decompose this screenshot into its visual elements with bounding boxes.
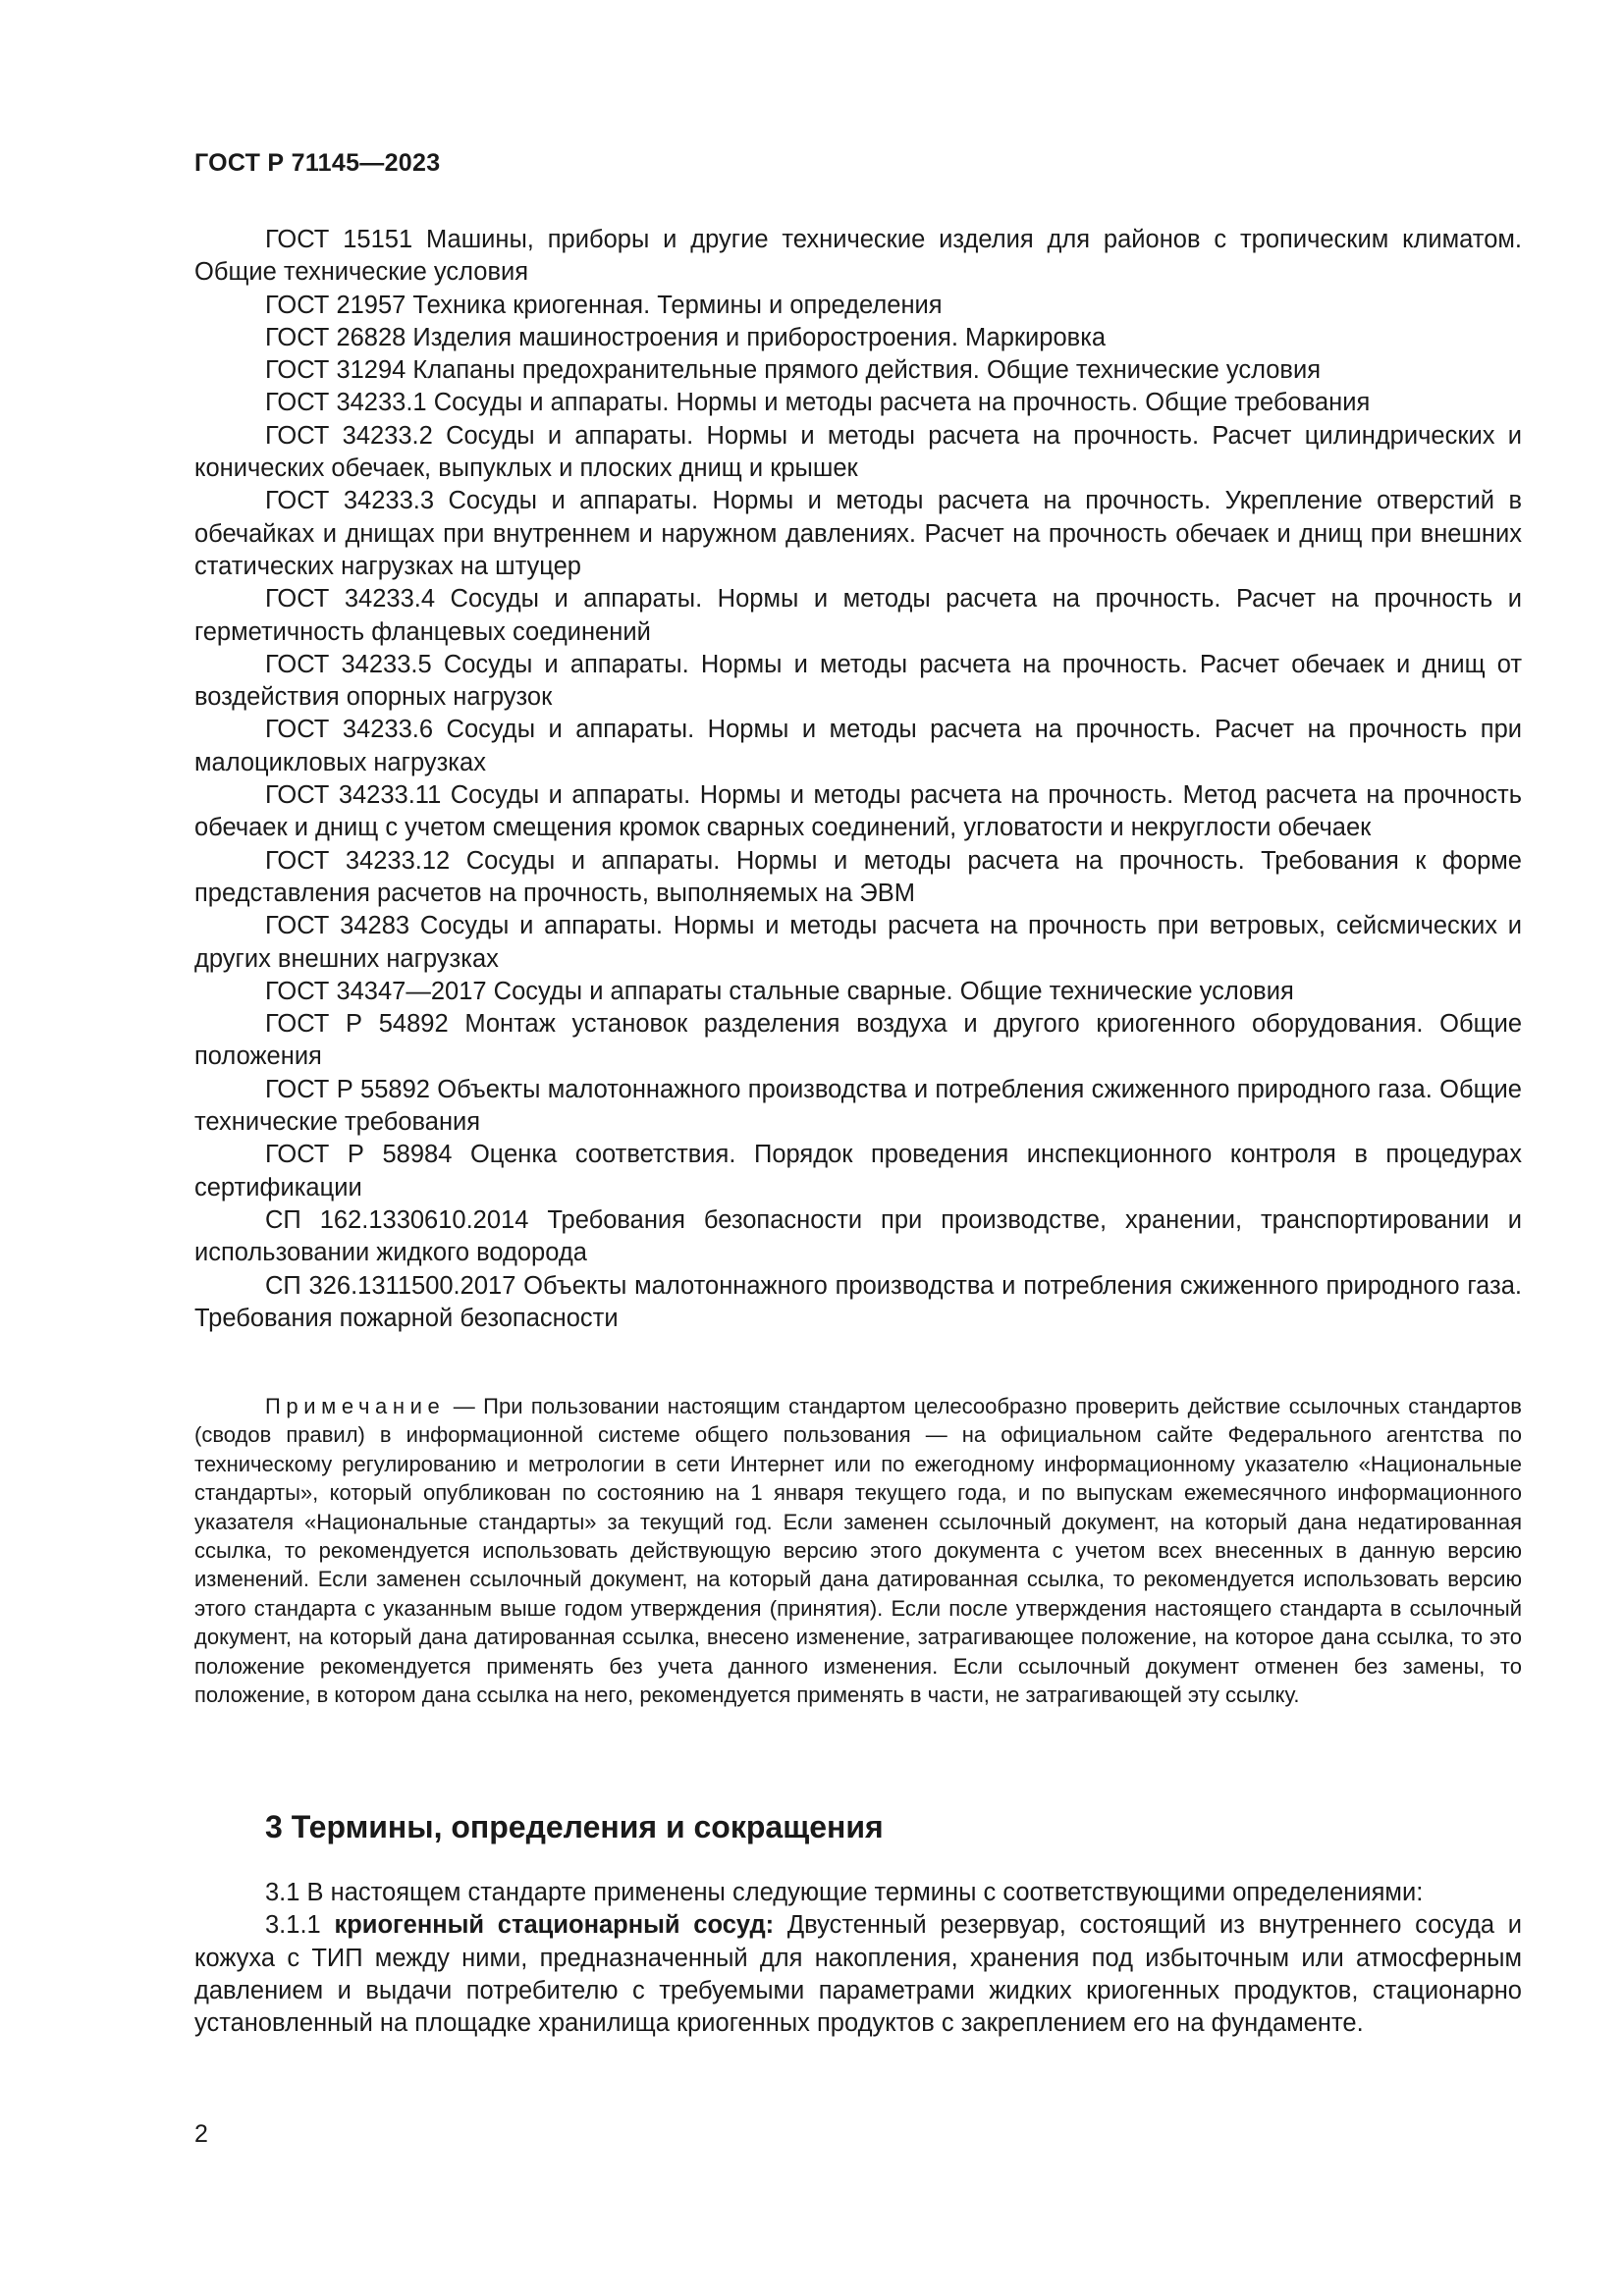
reference-item: ГОСТ 34233.2 Сосуды и аппараты. Нормы и методы расчета на прочность. Расчет цилиндрических и конических обечаек, выпуклых и плоских днищ и крышек [194,421,1522,483]
reference-item: СП 326.1311500.2017 Объекты малотоннажного производства и потребления сжиженного природного газа. Требования пожарной безопасности [194,1271,1522,1332]
note-label: Примечание [265,1394,446,1418]
reference-item: СП 162.1330610.2014 Требования безопасности при производстве, хранении, транспортировании и использовании жидкого водорода [194,1205,1522,1267]
note-paragraph [194,1392,1522,1709]
term-name: криогенный стационарный сосуд: [334,1911,775,1940]
section-heading: 3 Термины, определения и сокращения [265,1809,884,1844]
reference-item: ГОСТ 34347—2017 Сосуды и аппараты стальные сварные. Общие технические условия [265,977,1294,1005]
reference-item: ГОСТ Р 55892 Объекты малотоннажного производства и потребления сжиженного природного газа. Общие технические требования [194,1075,1522,1137]
reference-item: ГОСТ 15151 Машины, приборы и другие технические изделия для районов с тропическим климатом. Общие технические условия [194,226,1522,287]
references-list [194,224,1522,1335]
reference-item: ГОСТ 26828 Изделия машиностроения и приборостроения. Маркировка [265,323,1107,351]
terms-section [194,1877,1522,2040]
reference-item: ГОСТ Р 58984 Оценка соответствия. Порядок проведения инспекционного контроля в процедурах сертификации [194,1141,1522,1201]
clause-3-1: 3.1 В настоящем стандарте применены следующие термины с соответствующими определениями: [265,1879,1424,1906]
note-text: — При пользовании настоящим стандартом целесообразно проверить действие ссылочных стандартов (сводов правил) в информационной системе общего пользования — на официальном сайте Федерального агентства по техническому регулированию и метрологии в сети Интернет или по ежегодному информационному указателю «Национальные стандарты», который опубликован по состоянию на 1 января текущего года, и по выпускам ежемесячного информационного указателя «Национальные стандарты» за текущий год. Если заменен ссылочный документ, на который дана недатированная ссылка, то рекомендуется использовать действующую версию этого документа с учетом всех внесенных в данную версию изменений. Если заменен ссылочный документ, на который дана датированная ссылка, то рекомендуется использовать версию этого стандарта с указанным выше годом утверждения (принятия). Если после утверждения настоящего стандарта в ссылочный документ, на который дана датированная ссылка, внесено изменение, затрагивающее положение, на которое дана ссылка, то это положение рекомендуется применять без учета данного изменения. Если ссылочный документ отменен без замены, то положение, в котором дана ссылка на него, рекомендуется применять в части, не затрагивающей эту ссылку. [194,1394,1522,1708]
reference-item: ГОСТ 34233.12 Сосуды и аппараты. Нормы и методы расчета на прочность. Требования к форме представления расчетов на прочность, выполняемых на ЭВМ [194,846,1522,907]
reference-item: ГОСТ 34233.1 Сосуды и аппараты. Нормы и методы расчета на прочность. Общие требования [265,389,1371,417]
reference-item: ГОСТ 34233.4 Сосуды и аппараты. Нормы и методы расчета на прочность. Расчет на прочность и герметичность фланцевых соединений [194,585,1522,646]
reference-item: ГОСТ 21957 Техника криогенная. Термины и определения [265,291,943,319]
reference-item: ГОСТ 31294 Клапаны предохранительные прямого действия. Общие технические условия [265,356,1322,385]
reference-item: ГОСТ 34233.6 Сосуды и аппараты. Нормы и методы расчета на прочность. Расчет на прочность при малоцикловых нагрузках [194,716,1522,776]
term-definition: Двустенный резервуар, состоящий из внутреннего сосуда и кожуха с ТИП между ними, предназначенный для накопления, хранения под избыточным или атмосферным давлением и выдачи потребителю с требуемыми параметрами жидких криогенных продуктов, стационарно установленный на площадке хранилища криогенных продуктов с закреплением его на фундаменте. [194,1911,1522,2038]
document-header: ГОСТ Р 71145—2023 [194,149,441,177]
reference-item: ГОСТ 34233.11 Сосуды и аппараты. Нормы и методы расчета на прочность. Метод расчета на прочность обечаек и днищ с учетом смещения кромок сварных соединений, угловатости и некруглости обечаек [194,781,1522,842]
reference-item: ГОСТ 34233.3 Сосуды и аппараты. Нормы и методы расчета на прочность. Укрепление отверстий в обечайках и днищах при внутреннем и наружном давлениях. Расчет на прочность обечаек и днищ при внешних статических нагрузках на штуцер [194,487,1522,580]
reference-item: ГОСТ 34233.5 Сосуды и аппараты. Нормы и методы расчета на прочность. Расчет обечаек и днищ от воздействия опорных нагрузок [194,650,1522,712]
reference-item: ГОСТ 34283 Сосуды и аппараты. Нормы и методы расчета на прочность при ветровых, сейсмических и других внешних нагрузках [194,912,1522,973]
page-number: 2 [194,2120,208,2148]
clause-number: 3.1.1 [265,1911,321,1940]
clause-3-1-1 [194,1909,1522,2040]
reference-item: ГОСТ Р 54892 Монтаж установок разделения воздуха и другого криогенного оборудования. Общие положения [194,1010,1522,1071]
